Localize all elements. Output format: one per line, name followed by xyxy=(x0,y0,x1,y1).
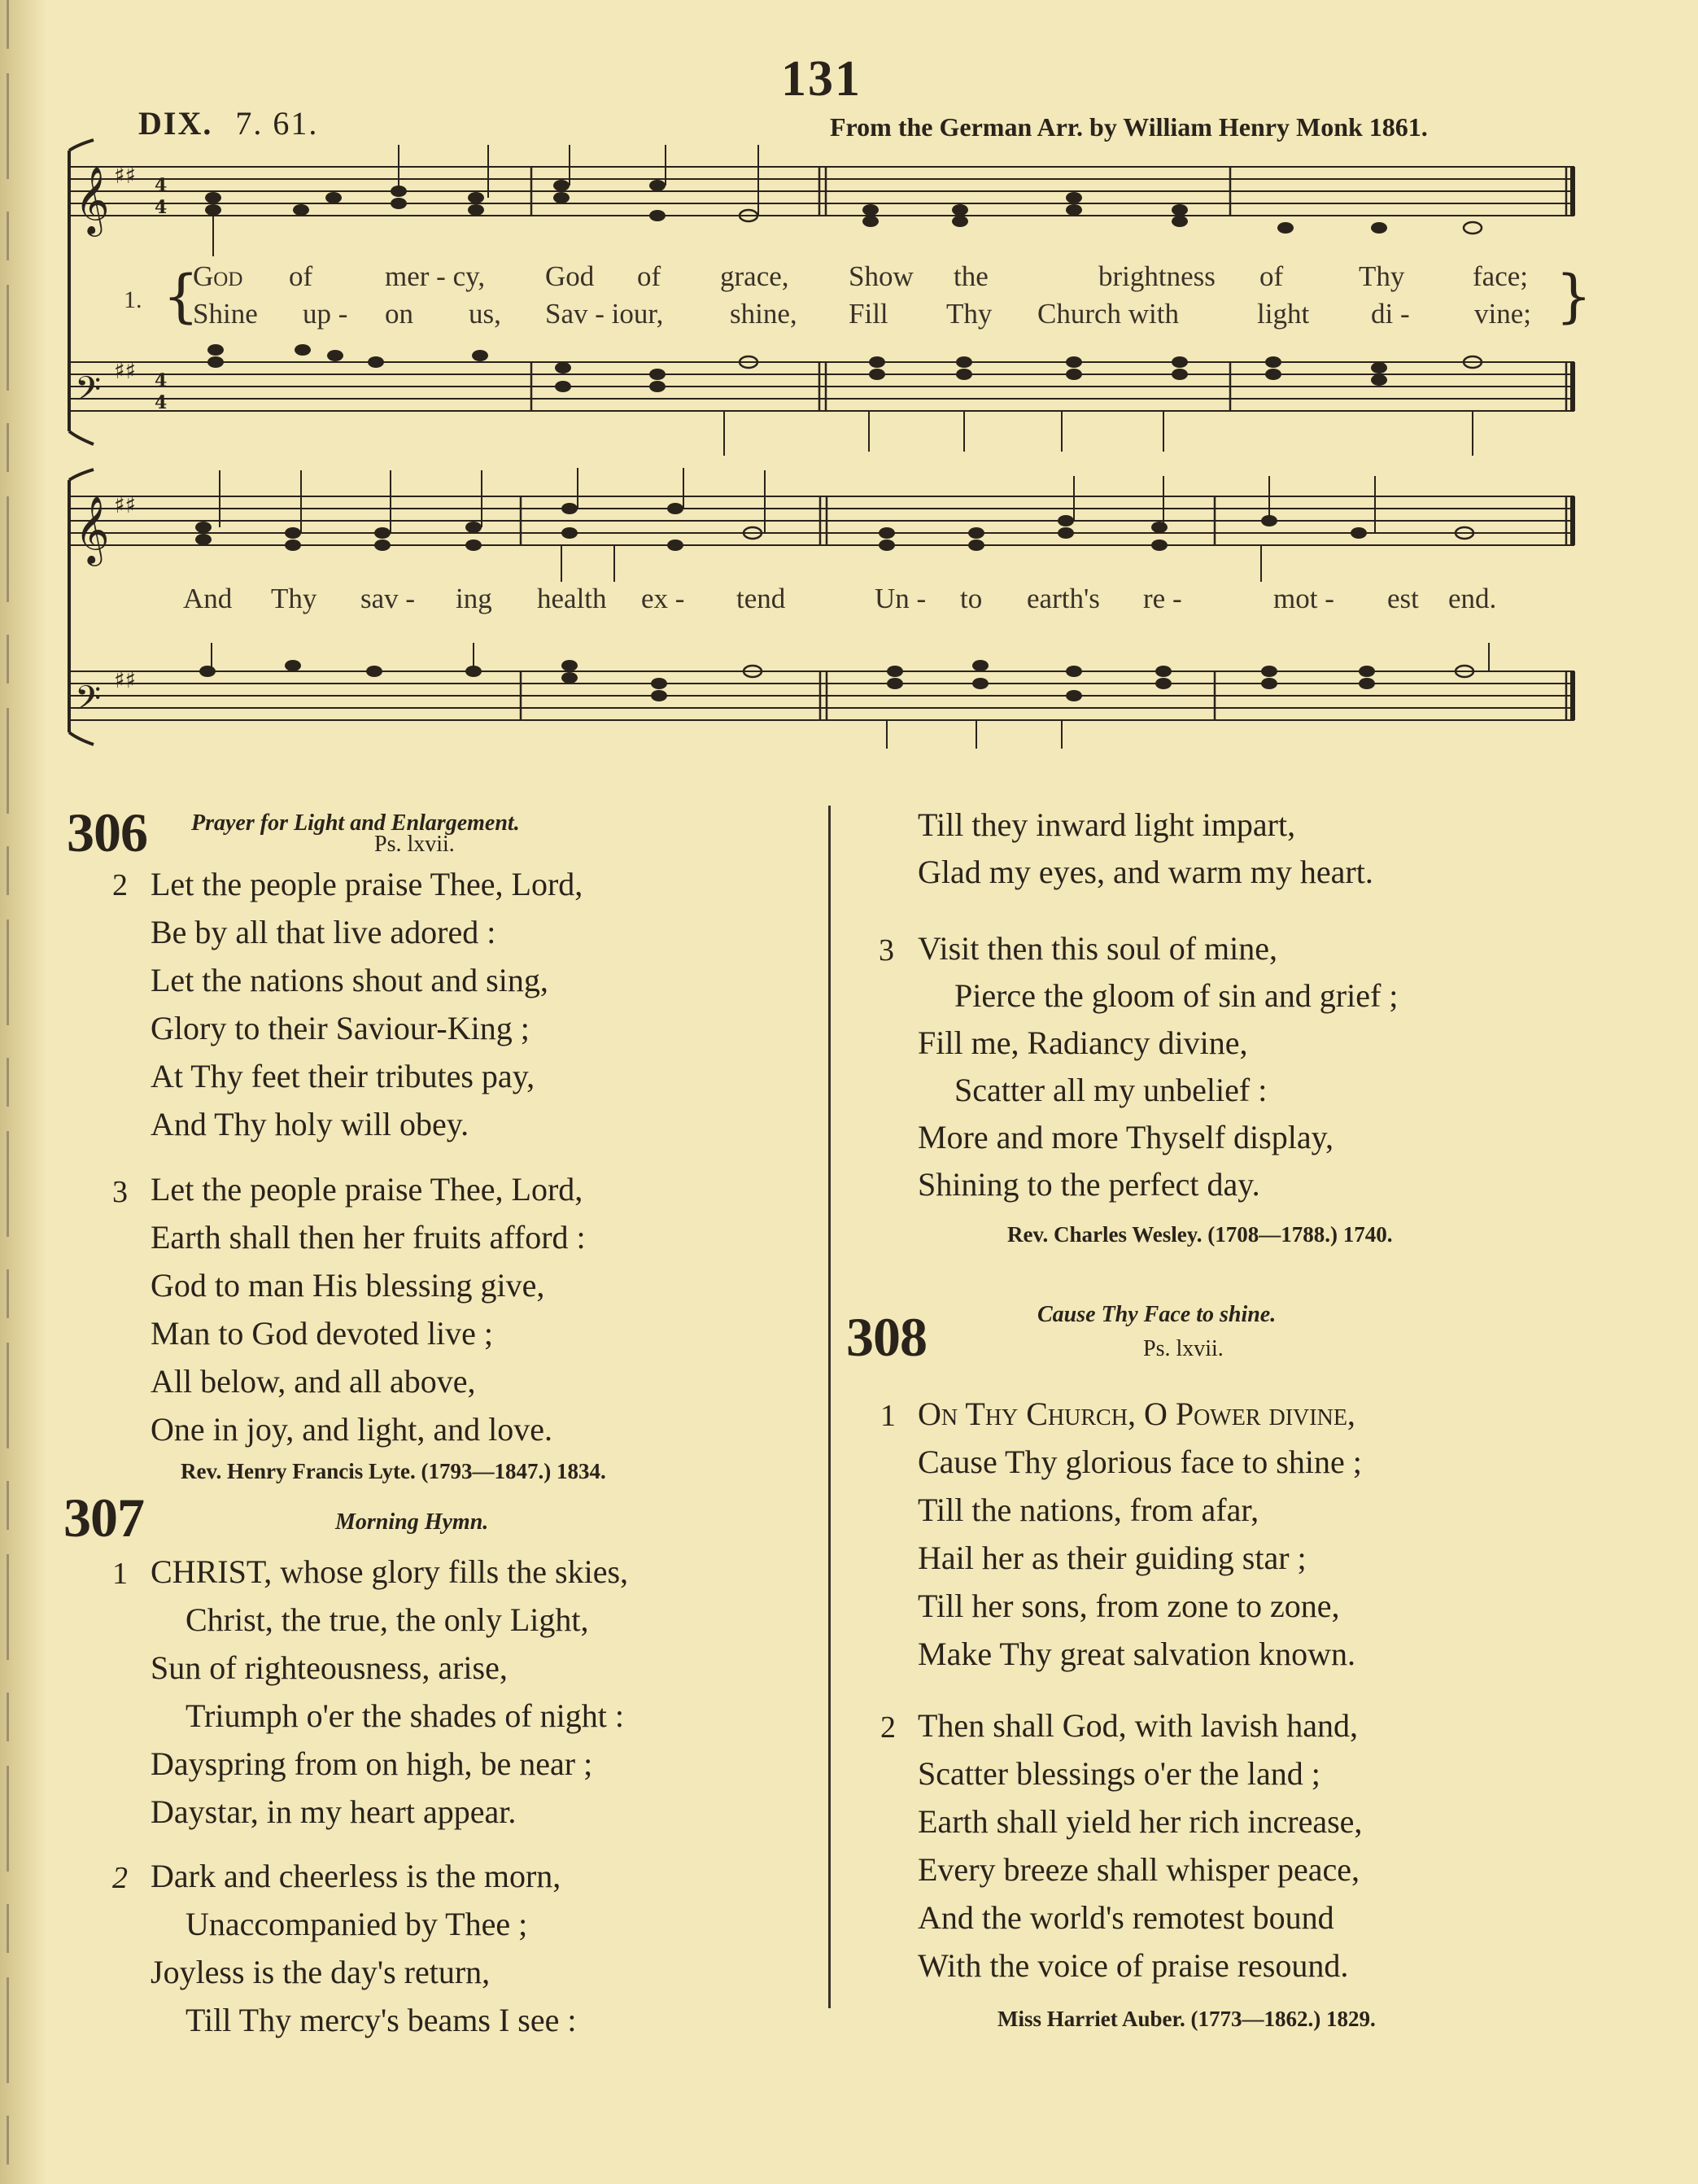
lyric-word: sav - xyxy=(360,583,416,614)
lyric-word: Thy xyxy=(1359,260,1405,292)
tune-meter: 7. 61. xyxy=(235,105,319,142)
verse-number: 1 xyxy=(112,1557,128,1591)
lyric-word: of xyxy=(289,260,313,292)
lyric-word: earth's xyxy=(1027,583,1100,614)
lyric-word: of xyxy=(1259,260,1284,292)
hymn-line: Unaccompanied by Thee ; xyxy=(186,1906,528,1942)
hymn-line: All below, and all above, xyxy=(151,1363,476,1400)
verse-number: 1. xyxy=(124,286,142,313)
lyric-word: Church with xyxy=(1037,298,1180,330)
hymn-line: Cause Thy glorious face to shine ; xyxy=(918,1444,1362,1480)
lyric-word: vine; xyxy=(1474,298,1531,330)
hymn-line: Dayspring from on high, be near ; xyxy=(151,1745,593,1782)
lyric-word: us, xyxy=(469,298,501,330)
verse-number: 3 xyxy=(112,1175,128,1209)
tune-credit: From the German Arr. by William Henry Monk 1861. xyxy=(830,112,1428,142)
svg-text:♯♯: ♯♯ xyxy=(114,357,137,384)
hymn-line: Till the nations, from afar, xyxy=(918,1492,1259,1528)
hymn-line: Till they inward light impart, xyxy=(918,806,1296,843)
lyric-word: And xyxy=(183,583,233,614)
hymn-line: Pierce the gloom of sin and grief ; xyxy=(954,977,1399,1014)
hymn-line: Scatter blessings o'er the land ; xyxy=(918,1755,1320,1792)
hymn-line: Every breeze shall whisper peace, xyxy=(918,1851,1360,1888)
svg-text:𝄢: 𝄢 xyxy=(75,369,102,417)
hymn-line: Man to God devoted live ; xyxy=(151,1315,494,1352)
hymn-line: At Thy feet their tributes pay, xyxy=(151,1058,535,1094)
lyric-word: est xyxy=(1387,583,1419,614)
lyric-word: Shine xyxy=(193,298,258,330)
tune-name: DIX. xyxy=(138,105,213,142)
svg-text:{: { xyxy=(163,263,199,330)
svg-text:4: 4 xyxy=(155,197,168,218)
lyric-word: mer - cy, xyxy=(385,260,486,292)
lyric-word: Thy xyxy=(271,583,317,614)
lyric-word: face; xyxy=(1473,260,1528,292)
svg-text:4: 4 xyxy=(155,370,168,391)
hymn-line: Let the people praise Thee, Lord, xyxy=(151,866,583,902)
hymn-number: 307 xyxy=(63,1487,144,1548)
hymn-line: One in joy, and light, and love. xyxy=(151,1411,552,1448)
lyric-word: Show xyxy=(849,260,914,292)
hymn-line: Sun of righteousness, arise, xyxy=(151,1649,508,1686)
lyric-word: ex - xyxy=(641,583,685,614)
hymn-line: Be by all that live adored : xyxy=(151,914,496,950)
lyric-word: ing xyxy=(456,583,492,614)
lyric-word: Un - xyxy=(875,583,927,614)
hymn-line: Then shall God, with lavish hand, xyxy=(918,1707,1359,1744)
hymn-line: Earth shall then her fruits afford : xyxy=(151,1219,586,1256)
hymn-line: Triumph o'er the shades of night : xyxy=(186,1697,625,1734)
hymn-title: Morning Hymn. xyxy=(335,1509,489,1535)
lyric-word: Sav - iour, xyxy=(545,298,664,330)
lyric-word: the xyxy=(954,260,989,292)
lyric-word: brightness xyxy=(1098,260,1216,292)
lyric-word: Thy xyxy=(946,298,993,330)
hymn-psalm: Ps. lxvii. xyxy=(374,832,455,857)
lyric-word: Fill xyxy=(849,298,888,330)
hymn-title: Cause Thy Face to shine. xyxy=(1037,1302,1277,1327)
lyric-word: health xyxy=(537,583,607,614)
svg-text:♯♯: ♯♯ xyxy=(114,666,137,693)
hymn-line: Joyless is the day's return, xyxy=(151,1954,491,1990)
hymn-author: Rev. Charles Wesley. (1708—1788.) 1740. xyxy=(1007,1222,1393,1247)
music-score xyxy=(0,0,1698,749)
lyric-word: to xyxy=(960,583,983,614)
hymn-title: Prayer for Light and Enlargement. xyxy=(191,810,520,836)
hymn-line: Daystar, in my heart appear. xyxy=(151,1793,517,1830)
lyric-word: God xyxy=(545,260,595,292)
svg-text:𝄢: 𝄢 xyxy=(75,679,102,726)
svg-text:𝄞: 𝄞 xyxy=(75,495,110,563)
hymn-number: 308 xyxy=(846,1306,927,1368)
hymn-line: On Thy Church, O Power divine, xyxy=(918,1396,1355,1432)
hymn-line: And Thy holy will obey. xyxy=(151,1106,469,1142)
verse-number: 2 xyxy=(880,1710,896,1745)
hymn-line: With the voice of praise resound. xyxy=(918,1947,1349,1984)
lyric-word: end. xyxy=(1448,583,1497,614)
hymn-line: CHRIST, whose glory fills the skies, xyxy=(151,1553,629,1590)
hymn-line: Fill me, Radiancy divine, xyxy=(918,1024,1248,1061)
lyric-word: re - xyxy=(1143,583,1182,614)
page-number: 131 xyxy=(781,51,862,107)
hymn-line: God to man His blessing give, xyxy=(151,1267,545,1304)
verse-number: 2 xyxy=(112,1861,128,1895)
svg-text:♯♯: ♯♯ xyxy=(114,162,137,189)
verse-number: 2 xyxy=(112,868,128,902)
hymn-line: Glory to their Saviour-King ; xyxy=(151,1010,530,1046)
lyric-word: up - xyxy=(303,298,348,330)
lyric-word: mot - xyxy=(1273,583,1334,614)
svg-text:𝄞: 𝄞 xyxy=(75,165,110,234)
svg-text:♯♯: ♯♯ xyxy=(114,491,137,518)
hymn-psalm: Ps. lxvii. xyxy=(1143,1336,1224,1361)
hymn-line: Till her sons, from zone to zone, xyxy=(918,1588,1340,1624)
svg-text:4: 4 xyxy=(155,392,168,413)
svg-text:}: } xyxy=(1556,263,1592,330)
verse-number: 1 xyxy=(880,1399,896,1433)
lyric-word: di - xyxy=(1371,298,1410,330)
column-divider xyxy=(828,806,831,2008)
lyric-word: of xyxy=(637,260,661,292)
hymn-line: More and more Thyself display, xyxy=(918,1119,1334,1155)
hymn-line: Christ, the true, the only Light, xyxy=(186,1601,589,1638)
lyric-word: God xyxy=(193,260,243,292)
lyric-word: light xyxy=(1257,298,1310,330)
hymn-line: Let the people praise Thee, Lord, xyxy=(151,1171,583,1208)
hymn-line: Shining to the perfect day. xyxy=(918,1166,1260,1203)
hymn-line: Earth shall yield her rich increase, xyxy=(918,1803,1363,1840)
lyric-word: on xyxy=(385,298,413,330)
svg-text:4: 4 xyxy=(155,175,168,196)
hymn-author: Miss Harriet Auber. (1773—1862.) 1829. xyxy=(997,2007,1376,2031)
hymn-line: And the world's remotest bound xyxy=(918,1899,1334,1936)
hymn-line: Hail her as their guiding star ; xyxy=(918,1540,1307,1576)
hymn-number: 306 xyxy=(67,802,147,863)
hymn-line: Visit then this soul of mine, xyxy=(918,930,1278,967)
hymn-author: Rev. Henry Francis Lyte. (1793—1847.) 1834. xyxy=(181,1459,606,1483)
lyric-word: shine, xyxy=(730,298,797,330)
lyric-word: grace, xyxy=(720,260,789,292)
hymn-line: Glad my eyes, and warm my heart. xyxy=(918,854,1373,890)
lyric-word: tend xyxy=(736,583,786,614)
hymn-line: Let the nations shout and sing, xyxy=(151,962,548,998)
hymn-line: Till Thy mercy's beams I see : xyxy=(186,2002,577,2038)
hymn-line: Dark and cheerless is the morn, xyxy=(151,1858,561,1894)
hymn-line: Scatter all my unbelief : xyxy=(954,1072,1268,1108)
verse-number: 3 xyxy=(879,933,894,968)
hymn-line: Make Thy great salvation known. xyxy=(918,1636,1356,1672)
